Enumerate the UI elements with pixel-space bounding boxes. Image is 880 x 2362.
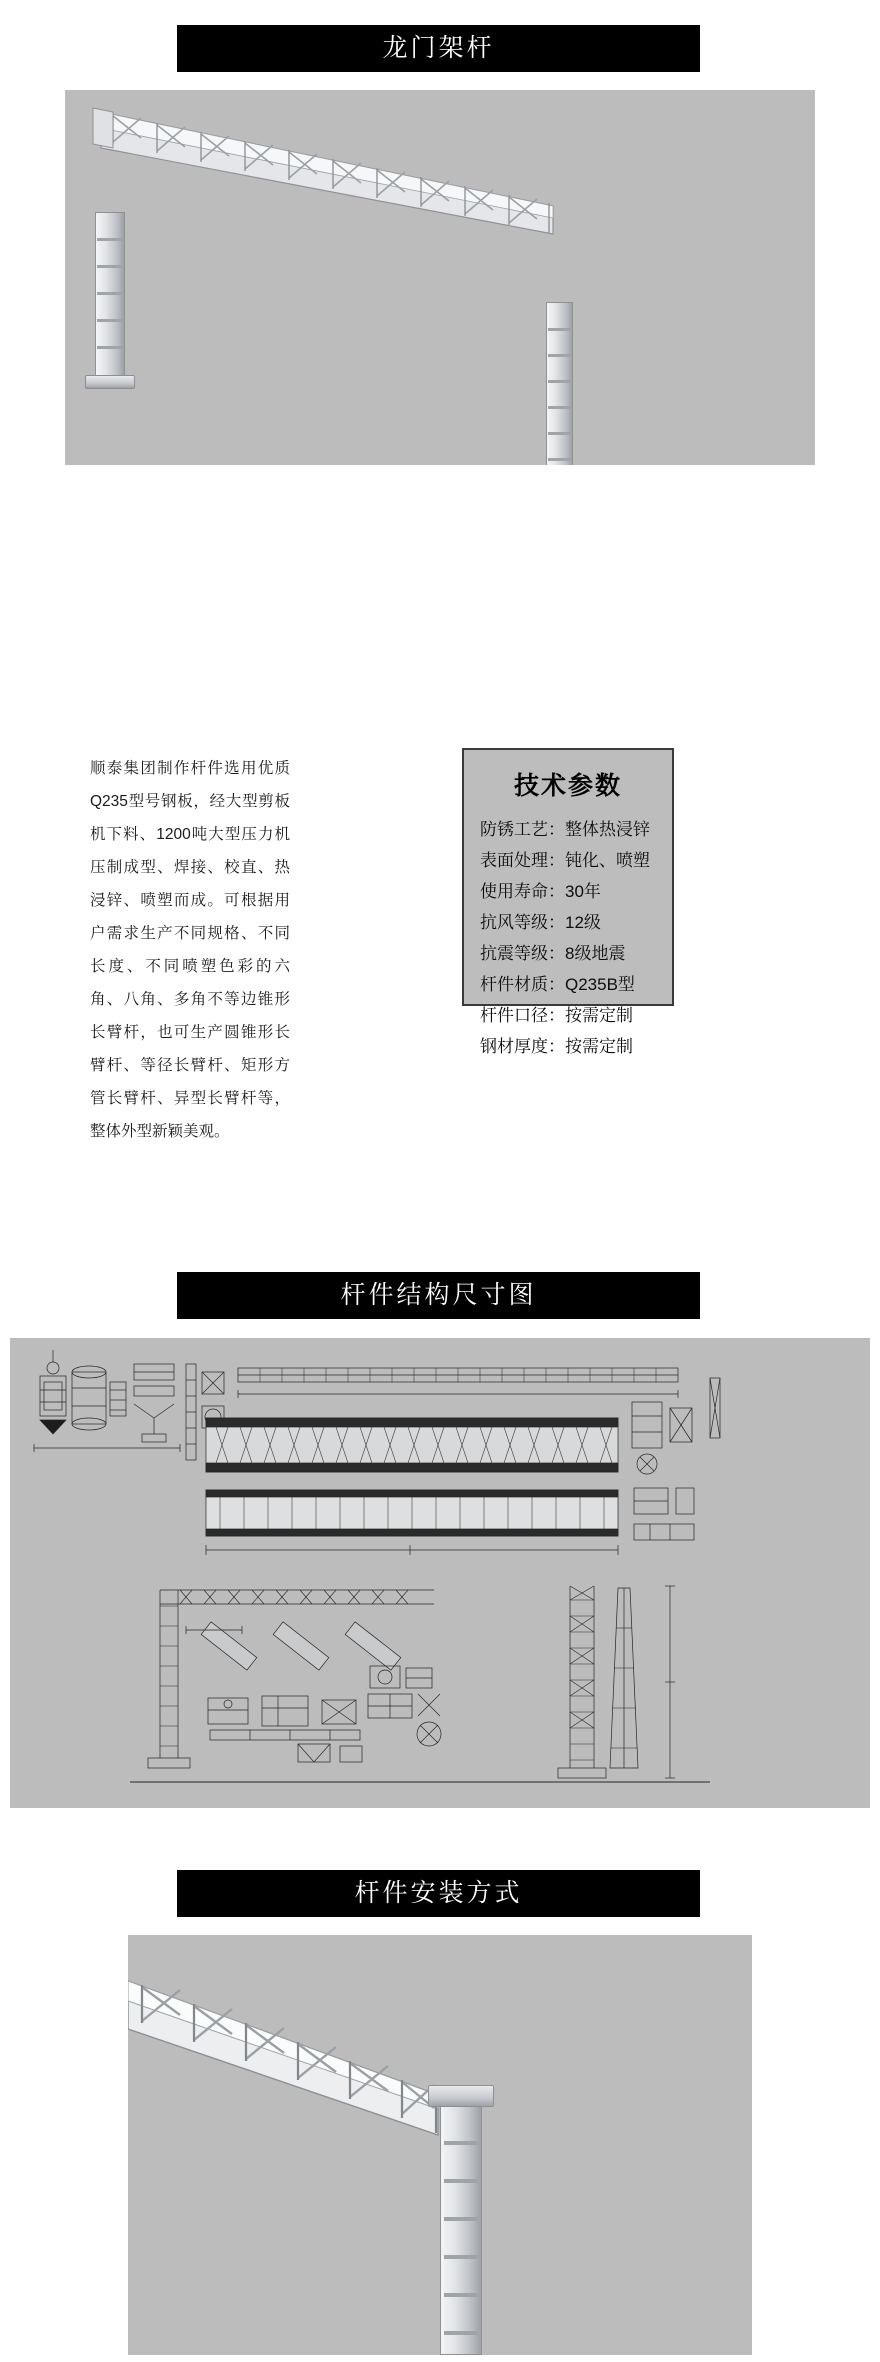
spec-row-label: 抗风等级： [480, 913, 565, 932]
spec-panel-rows [464, 814, 672, 1074]
section-banner-structure [177, 1272, 700, 1319]
spec-panel-title: 技术参数 [513, 772, 622, 800]
install-pole-rung [444, 2293, 478, 2297]
spec-row-label: 杆件材质： [480, 975, 565, 994]
install-truss-arm [128, 1975, 458, 2225]
spec-row-value: 8级地震 [565, 944, 626, 963]
spec-row-label: 杆件口径： [480, 1006, 565, 1025]
gantry-base-left [85, 375, 135, 389]
spec-row-value: 整体热浸锌 [565, 820, 650, 839]
section-banner-install-title: 杆件安装方式 [354, 1879, 523, 1907]
post-rung [97, 346, 123, 349]
product-description: 顺泰集团制作杆件选用优质Q235型号钢板，经大型剪板机下料、1200吨大型压力机压制成型、焊接、校直、热浸锌、喷塑而成。可根据用户需求生产不同规格、不同长度、不同喷塑色彩的六角、八角、多角不等边锥形长臂杆，也可生产圆锥形长臂杆、等径长臂杆、矩形方管长臂杆、异型长臂杆等，整体外型新颖美观。 [90, 760, 290, 1140]
hero-product-image [65, 90, 815, 465]
spec-row-value: 按需定制 [565, 1037, 633, 1056]
section-banner-structure-title: 杆件结构尺寸图 [340, 1281, 537, 1309]
spec-row-label: 防锈工艺： [480, 820, 565, 839]
spec-row-label: 钢材厚度： [480, 1037, 565, 1056]
section-banner-hero-title: 龙门架杆 [382, 34, 495, 62]
spec-row-value: 按需定制 [565, 1006, 633, 1025]
spec-row [480, 876, 656, 907]
spec-row [480, 845, 656, 876]
spec-row [480, 814, 656, 845]
spec-row [480, 1031, 656, 1062]
gantry-truss-span [83, 98, 603, 338]
install-pole-rung [444, 2255, 478, 2259]
cad-drawing-image [10, 1338, 870, 1808]
spec-panel [462, 748, 674, 1056]
spec-row-label: 抗震等级： [480, 944, 565, 963]
install-product-image [128, 1935, 752, 2355]
install-connection-flange [428, 2085, 494, 2107]
spec-row-value: 钝化、喷塑 [565, 851, 650, 870]
spec-row [480, 969, 656, 1000]
cad-drawing-svg [10, 1338, 870, 1808]
section-banner-install [177, 1870, 700, 1917]
section-banner-hero [177, 25, 700, 72]
spec-row-value: 30年 [565, 882, 601, 901]
post-rung [548, 458, 571, 461]
spec-row-label: 表面处理： [480, 851, 565, 870]
install-pole-rung [444, 2331, 478, 2335]
spec-row-label: 使用寿命： [480, 882, 565, 901]
post-rung [548, 380, 571, 383]
spec-row [480, 1000, 656, 1031]
spec-row [480, 907, 656, 938]
spec-row [480, 938, 656, 969]
spec-row-value: Q235B型 [565, 975, 635, 994]
post-rung [548, 432, 571, 435]
post-rung [548, 354, 571, 357]
post-rung [548, 406, 571, 409]
spec-row-value: 12级 [565, 913, 601, 932]
